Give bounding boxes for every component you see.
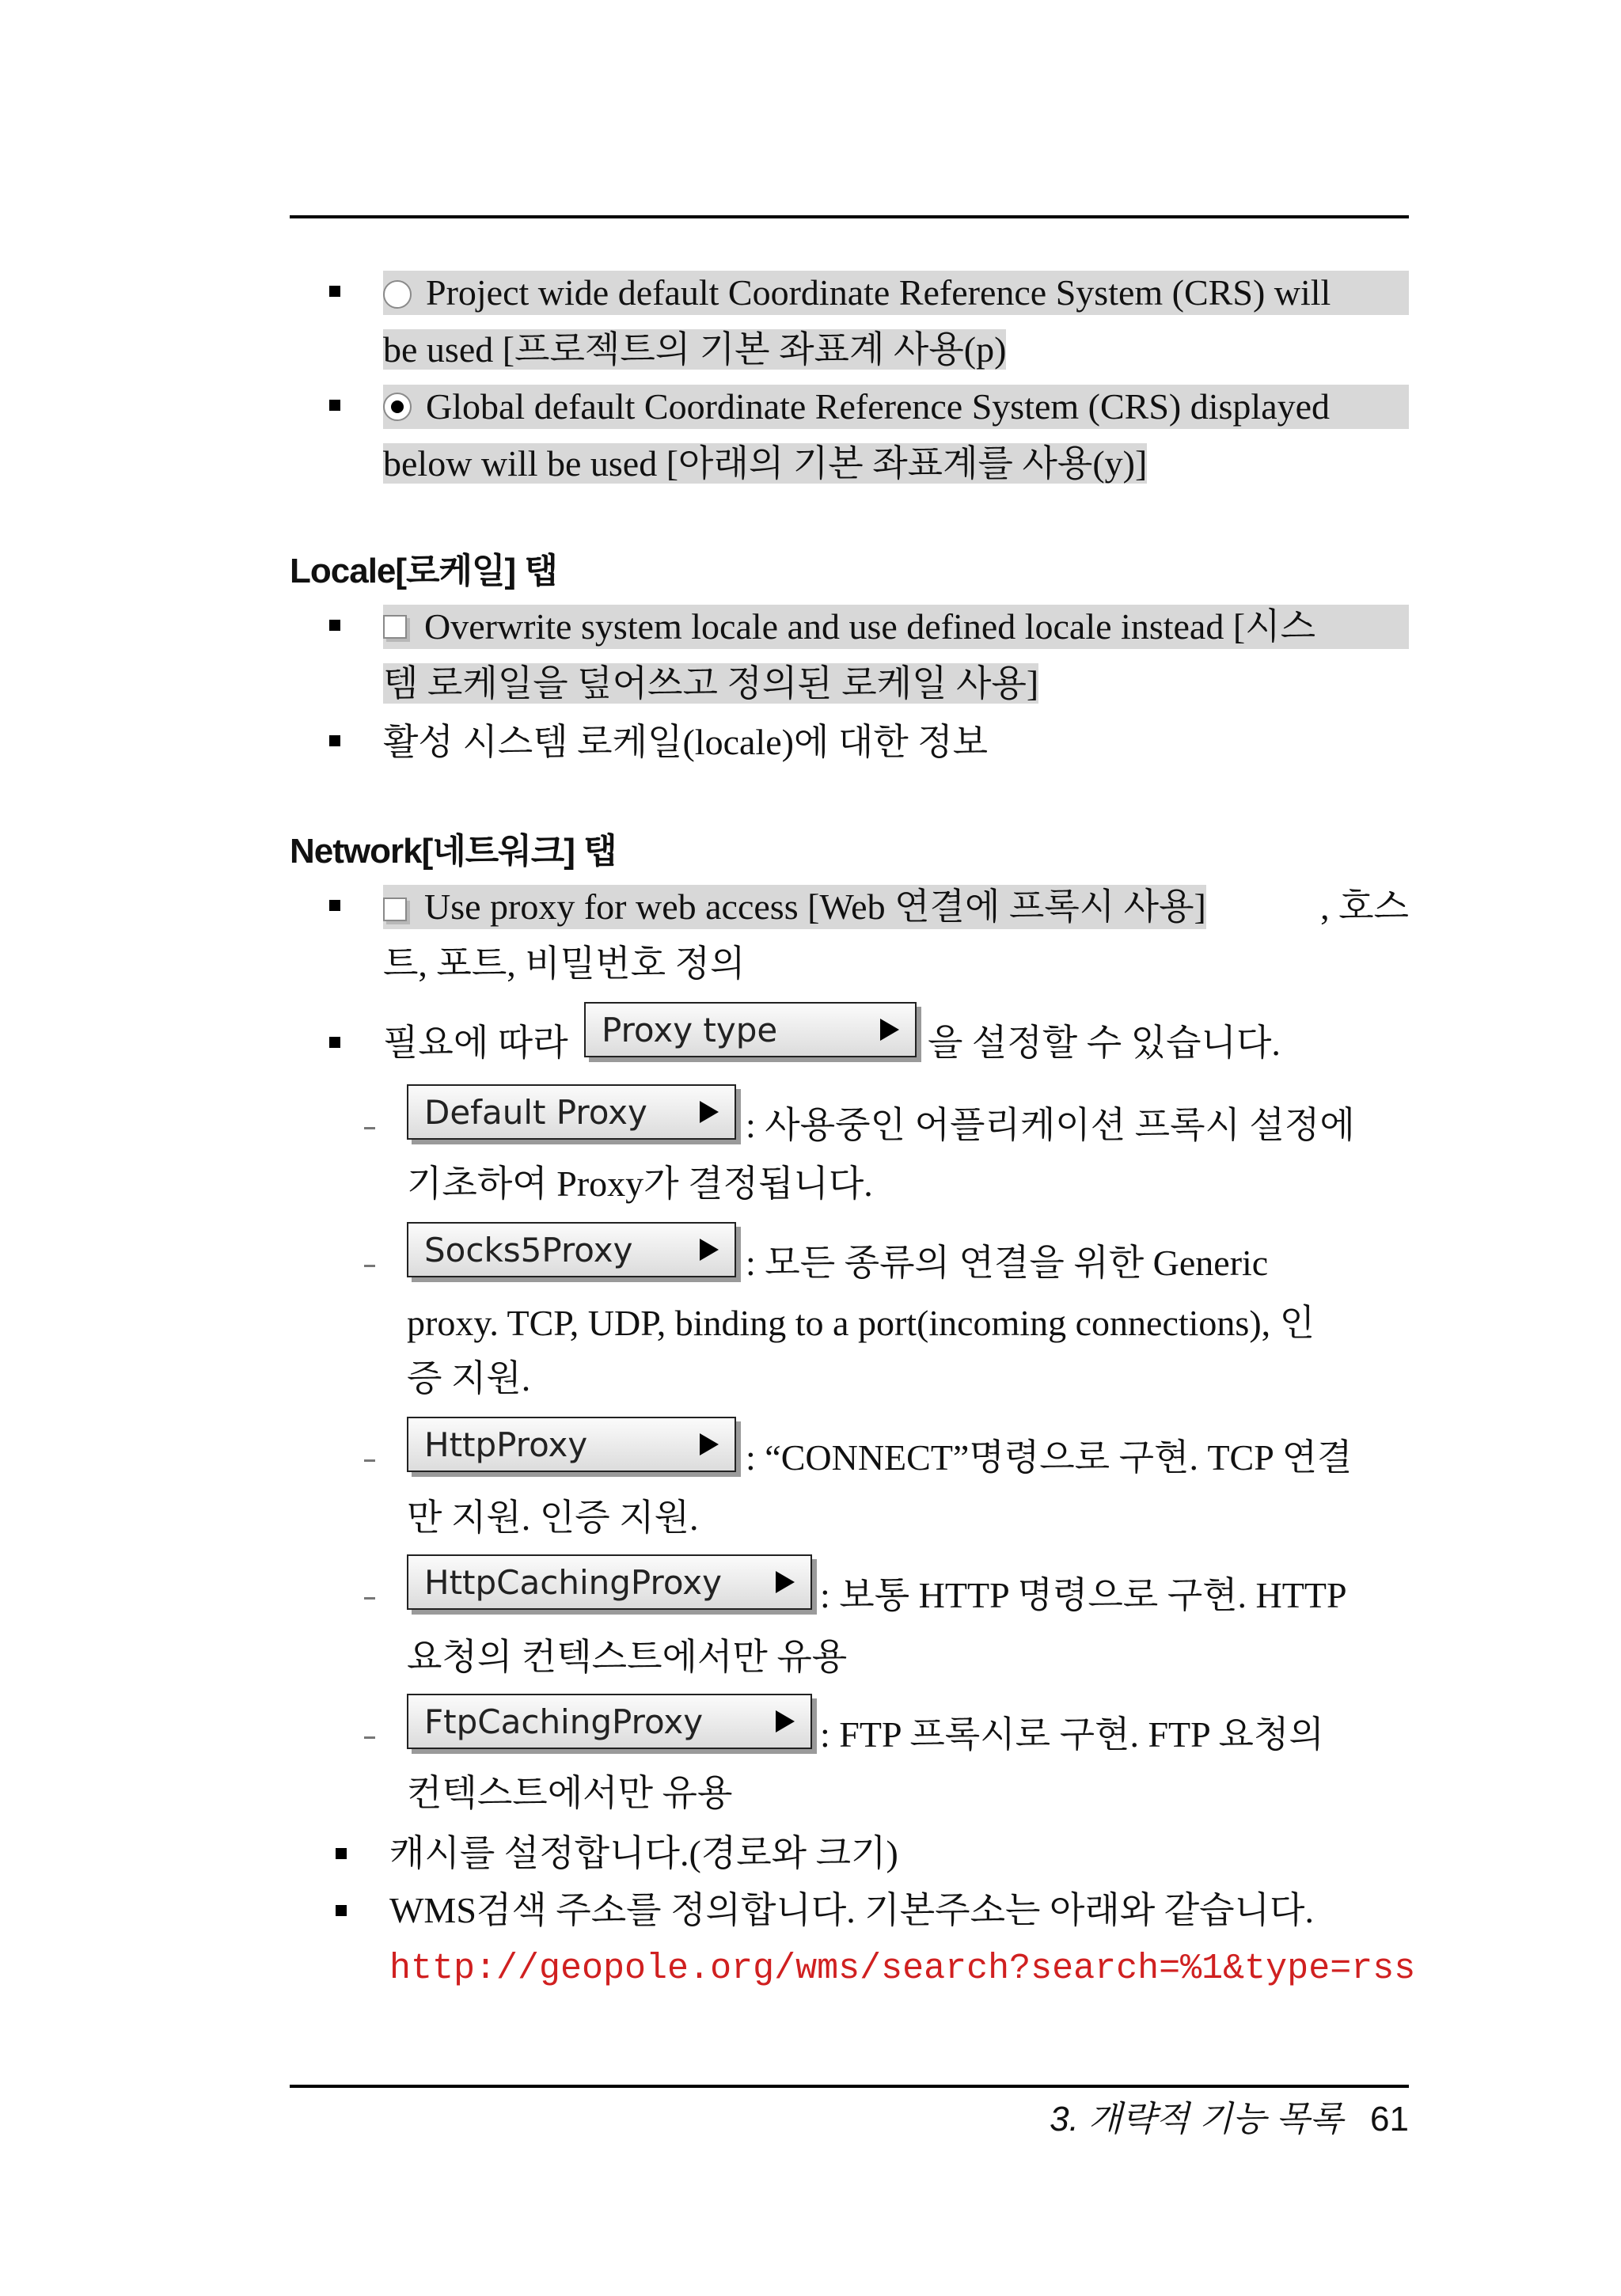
proxy-type-label: Proxy type [602, 1010, 778, 1049]
bullet-icon [329, 286, 340, 297]
http-caching-proxy-option[interactable] [407, 1554, 812, 1610]
bullet-icon [329, 735, 340, 746]
ftp-caching-proxy-desc-cont: 컨텍스트에서만 유용 [407, 1773, 733, 1813]
use-proxy-text-cont: 트, 포트, 비밀번호 정의 [383, 943, 746, 984]
http-proxy-option[interactable] [407, 1417, 736, 1472]
checkbox-icon [383, 615, 407, 639]
default-proxy-option[interactable] [407, 1084, 736, 1140]
chapter-title: 3. 개략적 기능 목록 [1050, 2100, 1344, 2139]
proxy-type-dropdown[interactable] [584, 1002, 917, 1057]
radio-unselected-icon [383, 280, 412, 309]
bullet-icon [329, 400, 340, 411]
socks5-proxy-desc-cont2: 증 지원. [407, 1358, 531, 1398]
default-proxy-desc: : 사용중인 어플리케이션 프록시 설정에 [746, 1105, 1355, 1145]
ftp-caching-proxy-option[interactable] [407, 1694, 812, 1749]
dash-icon [364, 1597, 375, 1600]
crs-project-wide-option [383, 264, 1409, 315]
use-proxy-option [383, 879, 1409, 935]
use-proxy-text-tail: , 호스 [1320, 886, 1409, 927]
locale-tab-heading: Locale[로케일] 탭 [290, 552, 557, 590]
socks5-proxy-desc: : 모든 종류의 연결을 위한 Generic [746, 1243, 1269, 1283]
checkbox-icon [383, 898, 407, 921]
locale-overwrite-option [383, 598, 1409, 649]
bullet-icon [336, 1848, 347, 1859]
http-caching-proxy-desc-cont: 요청의 컨텍스트에서만 유용 [407, 1637, 848, 1677]
http-proxy-desc: : “CONNECT”명령으로 구현. TCP 연결 [746, 1437, 1353, 1478]
arrow-right-icon [700, 1101, 719, 1123]
bullet-icon [336, 1905, 347, 1916]
use-proxy-text: Use proxy for web access [Web 연결에 프록시 사용] [424, 886, 1206, 927]
page-number: 61 [1370, 2100, 1409, 2139]
http-caching-proxy-desc: : 보통 HTTP 명령으로 구현. HTTP [820, 1575, 1347, 1615]
bullet-icon [329, 620, 340, 631]
crs-project-wide-text: Project wide default Coordinate Reference System (CRS) will [426, 272, 1331, 313]
dash-icon [364, 1265, 375, 1267]
dash-icon [364, 1459, 375, 1462]
arrow-right-icon [700, 1433, 719, 1455]
wms-search-text: WMS검색 주소를 정의합니다. 기본주소는 아래와 같습니다. [389, 1890, 1314, 1930]
locale-info-text: 활성 시스템 로케일(locale)에 대한 정보 [383, 722, 989, 762]
crs-global-text: Global default Coordinate Reference System (CRS) displayed [426, 386, 1331, 427]
ftp-caching-proxy-label: FtpCachingProxy [424, 1702, 704, 1741]
http-proxy-desc-cont: 만 지원. 인증 지원. [407, 1497, 699, 1538]
cache-setting-text: 캐시를 설정합니다.(경로와 크기) [389, 1833, 898, 1873]
page-footer [1050, 2096, 1409, 2143]
arrow-right-icon [776, 1710, 795, 1732]
crs-global-option [383, 378, 1409, 429]
ftp-caching-proxy-desc: : FTP 프록시로 구현. FTP 요청의 [820, 1714, 1324, 1755]
header-rule [290, 215, 1409, 218]
socks5-proxy-label: Socks5Proxy [424, 1230, 633, 1269]
radio-selected-icon [383, 393, 412, 421]
arrow-right-icon [700, 1239, 719, 1261]
footer-rule [290, 2085, 1409, 2088]
socks5-proxy-option[interactable] [407, 1222, 736, 1277]
bullet-icon [329, 900, 340, 911]
socks5-proxy-desc-cont: proxy. TCP, UDP, binding to a port(incoming connections), 인 [407, 1303, 1315, 1343]
http-caching-proxy-label: HttpCachingProxy [424, 1562, 722, 1602]
crs-project-wide-text-cont: be used [프로젝트의 기본 좌표계 사용(p) [383, 329, 1007, 370]
arrow-right-icon [776, 1571, 795, 1593]
proxy-type-pre-text: 필요에 따라 [383, 1023, 568, 1063]
default-proxy-label: Default Proxy [424, 1092, 647, 1132]
dropdown-arrow-icon [880, 1019, 899, 1041]
dash-icon [364, 1736, 375, 1739]
default-proxy-desc-cont: 기초하여 Proxy가 결정됩니다. [407, 1163, 873, 1204]
locale-overwrite-text-cont: 템 로케일을 덮어쓰고 정의된 로케일 사용] [383, 663, 1039, 704]
http-proxy-label: HttpProxy [424, 1425, 588, 1464]
crs-global-text-cont: below will be used [아래의 기본 좌표계를 사용(y)] [383, 443, 1148, 484]
wms-search-url[interactable]: http://geopole.org/wms/search?search=%1&type=rss [389, 1949, 1416, 1989]
bullet-icon [329, 1037, 340, 1048]
network-tab-heading: Network[네트워크] 탭 [290, 832, 617, 871]
proxy-type-post-text: 을 설정할 수 있습니다. [928, 1023, 1281, 1063]
locale-overwrite-text: Overwrite system locale and use defined locale instead [시스 [424, 606, 1316, 647]
dash-icon [364, 1127, 375, 1129]
